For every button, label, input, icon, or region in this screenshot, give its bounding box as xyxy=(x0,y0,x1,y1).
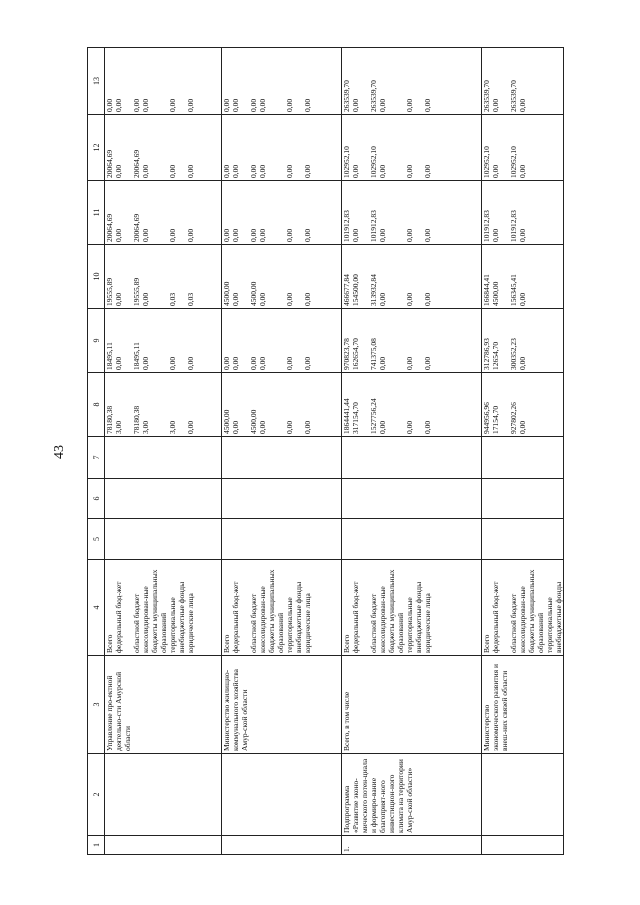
amount-value: 78180,38 xyxy=(105,405,114,434)
amount-value: 0,00 xyxy=(303,164,312,178)
funding-source-cell xyxy=(342,560,482,656)
amount-value: 18495,11 xyxy=(105,342,114,370)
budget-table xyxy=(87,47,564,855)
amount-value: 0,00 xyxy=(423,420,432,434)
amount-value: 0,00 xyxy=(303,356,312,370)
program-name-cell xyxy=(105,754,222,836)
funding-source-label: юридические лица xyxy=(423,593,432,653)
executor-cell: Министерство жилищно-коммунального хозяйства Амур-ской области xyxy=(222,656,342,754)
amount-value: 0,00 xyxy=(105,98,114,112)
amount-value: 0,00 xyxy=(378,228,387,242)
amount-value: 0,00 xyxy=(285,292,294,306)
header-cell: 9 xyxy=(88,309,105,373)
executor-cell: Управление про-ектной деятельно-сти Амурской области xyxy=(105,656,222,754)
amount-value: 0,00 xyxy=(378,292,387,306)
amount-cell xyxy=(105,373,222,437)
funding-source-label: Всего xyxy=(105,634,114,653)
header-cell: 3 xyxy=(88,656,105,754)
amount-value: 0,00 xyxy=(405,228,414,242)
page-number: 43 xyxy=(52,445,67,459)
amount-cell xyxy=(222,115,342,181)
amount-value: 0,00 xyxy=(351,164,360,178)
amount-value: 0,00 xyxy=(518,164,527,178)
funding-source-label: федеральный бюд-жет xyxy=(114,581,123,653)
amount-value: 0,00 xyxy=(258,228,267,242)
amount-value: 0,00 xyxy=(351,228,360,242)
table-row xyxy=(482,48,564,855)
funding-source-label: Всего xyxy=(482,634,491,653)
funding-source-label: юридические лица xyxy=(303,593,312,653)
funding-source-label: областной бюджет xyxy=(132,593,141,653)
amount-cell xyxy=(342,309,482,373)
amount-cell xyxy=(482,373,564,437)
amount-value: 12654,70 xyxy=(491,341,500,370)
table-row xyxy=(342,48,482,855)
amount-value: 1527756,24 xyxy=(369,398,378,434)
row-number-cell xyxy=(105,836,222,855)
amount-value: 0,00 xyxy=(303,292,312,306)
amount-value xyxy=(545,247,563,306)
amount-cell xyxy=(222,48,342,115)
amount-value: 0,00 xyxy=(141,356,150,370)
funding-source-cell xyxy=(105,560,222,656)
amount-cell xyxy=(342,48,482,115)
amount-value: 312786,93 xyxy=(482,338,491,370)
amount-value: 0,00 xyxy=(258,356,267,370)
amount-value: 20064,69 xyxy=(132,149,141,178)
amount-value: 0,00 xyxy=(186,98,195,112)
amount-value: 0,00 xyxy=(285,164,294,178)
funding-source-cell xyxy=(222,560,342,656)
amount-value: 0,00 xyxy=(141,98,150,112)
amount-value: 0,00 xyxy=(258,164,267,178)
amount-cell xyxy=(105,245,222,309)
funding-source-label: юридические лица xyxy=(186,593,195,653)
amount-cell xyxy=(342,245,482,309)
amount-value: 20064,69 xyxy=(132,213,141,242)
funding-source-label: консолидирован-ные бюджеты муниципальных образований xyxy=(378,569,405,653)
amount-value: 0,00 xyxy=(518,420,527,434)
amount-value: 0,00 xyxy=(258,98,267,112)
amount-value: 0,00 xyxy=(231,228,240,242)
empty-cell-5 xyxy=(222,519,342,560)
funding-source-label: территориальные внебюджетные фонды xyxy=(168,581,186,653)
funding-source-label: областной бюджет xyxy=(509,593,518,653)
amount-cell xyxy=(105,48,222,115)
amount-value: 0,00 xyxy=(114,292,123,306)
amount-cell xyxy=(222,309,342,373)
amount-value: 0,00 xyxy=(405,98,414,112)
amount-value: 0,00 xyxy=(222,98,231,112)
amount-value: 0,00 xyxy=(378,98,387,112)
amount-value: 263539,70 xyxy=(342,80,351,112)
amount-value: 0,00 xyxy=(405,420,414,434)
amount-value: 0,00 xyxy=(303,420,312,434)
funding-source-label: Всего xyxy=(222,634,231,653)
amount-value: 0,00 xyxy=(222,228,231,242)
row-number-cell xyxy=(482,836,564,855)
empty-cell-7 xyxy=(342,437,482,479)
amount-value: 0,00 xyxy=(141,292,150,306)
amount-value: 0,03 xyxy=(168,292,177,306)
amount-cell xyxy=(342,181,482,245)
funding-source-label: консолидирован-ные бюджеты муниципальных образований xyxy=(141,569,168,653)
amount-value: 0,00 xyxy=(114,98,123,112)
amount-value: 0,00 xyxy=(231,164,240,178)
amount-value: 0,00 xyxy=(423,356,432,370)
amount-value: 4500,00 xyxy=(491,281,500,306)
amount-value: 317154,70 xyxy=(351,402,360,434)
amount-value: 263539,70 xyxy=(509,80,518,112)
amount-value: 166844,41 xyxy=(482,274,491,306)
amount-value: 78180,38 xyxy=(132,405,141,434)
amount-value: 101912,83 xyxy=(509,210,518,242)
amount-value: 0,03 xyxy=(186,292,195,306)
amount-value: 0,00 xyxy=(231,292,240,306)
amount-value: 0,00 xyxy=(423,228,432,242)
amount-value: 0,00 xyxy=(231,420,240,434)
amount-value: 0,00 xyxy=(114,164,123,178)
program-name-cell: Подпрограмма «Развитие эконо-мического потен-циала и формиро-вание благоприят-ного инвестицион-ного климата на территории Амур-ской области» xyxy=(342,754,482,836)
program-name-cell xyxy=(222,754,342,836)
amount-value: 4500,00 xyxy=(249,409,258,434)
amount-value: 927802,26 xyxy=(509,402,518,434)
amount-value: 0,00 xyxy=(186,420,195,434)
amount-value: 466677,84 xyxy=(342,274,351,306)
amount-value: 0,00 xyxy=(285,98,294,112)
amount-value: 0,00 xyxy=(258,292,267,306)
amount-value: 0,00 xyxy=(114,356,123,370)
amount-value: 0,00 xyxy=(231,356,240,370)
amount-value: 0,00 xyxy=(423,98,432,112)
funding-source-label: территориальные внебюджетные фонды xyxy=(545,581,563,653)
amount-value: 0,00 xyxy=(186,228,195,242)
amount-value: 0,00 xyxy=(249,228,258,242)
amount-value: 0,00 xyxy=(186,164,195,178)
header-cell: 1 xyxy=(88,836,105,855)
amount-value: 0,00 xyxy=(186,356,195,370)
amount-value: 0,00 xyxy=(518,292,527,306)
amount-value: 102952,10 xyxy=(369,146,378,178)
amount-value: 0,00 xyxy=(285,228,294,242)
amount-value: 0,00 xyxy=(249,98,258,112)
header-cell: 5 xyxy=(88,519,105,560)
amount-cell xyxy=(482,181,564,245)
amount-value: 102952,10 xyxy=(482,146,491,178)
amount-value: 4500,00 xyxy=(222,281,231,306)
amount-value: 741375,08 xyxy=(369,338,378,370)
amount-value xyxy=(545,117,563,178)
amount-value: 0,00 xyxy=(258,420,267,434)
amount-value: 970823,78 xyxy=(342,338,351,370)
empty-cell-6 xyxy=(482,479,564,519)
amount-value: 3,00 xyxy=(114,420,123,434)
table-row xyxy=(105,48,222,855)
executor-cell: Министерство экономического развития и внеш-них связей области xyxy=(482,656,564,754)
program-name-cell xyxy=(482,754,564,836)
amount-value: 102952,10 xyxy=(509,146,518,178)
amount-cell xyxy=(482,48,564,115)
empty-cell-5 xyxy=(482,519,564,560)
funding-source-label: консолидирован-ные бюджеты муниципальных образований xyxy=(518,569,545,653)
amount-value: 0,00 xyxy=(518,228,527,242)
amount-cell xyxy=(105,181,222,245)
amount-value: 944956,96 xyxy=(482,402,491,434)
amount-value: 0,00 xyxy=(303,228,312,242)
funding-source-label: Всего xyxy=(342,634,351,653)
header-cell: 12 xyxy=(88,115,105,181)
amount-value: 20064,69 xyxy=(105,213,114,242)
amount-value: 0,00 xyxy=(249,164,258,178)
amount-value: 154500,00 xyxy=(351,274,360,306)
row-number-cell: 1. xyxy=(342,836,482,855)
amount-value: 0,00 xyxy=(168,98,177,112)
amount-value: 0,00 xyxy=(114,228,123,242)
amount-cell xyxy=(222,181,342,245)
amount-value: 102952,10 xyxy=(342,146,351,178)
amount-value: 0,00 xyxy=(168,164,177,178)
funding-source-label: областной бюджет xyxy=(369,593,378,653)
amount-cell xyxy=(482,115,564,181)
amount-value: 20064,69 xyxy=(105,149,114,178)
empty-cell-7 xyxy=(222,437,342,479)
amount-value: 0,00 xyxy=(405,356,414,370)
funding-source-label: федеральный бюд-жет xyxy=(351,581,360,653)
amount-value: 0,00 xyxy=(141,164,150,178)
amount-cell xyxy=(105,115,222,181)
amount-value: 156345,41 xyxy=(509,274,518,306)
header-cell: 7 xyxy=(88,437,105,479)
amount-value: 4500,00 xyxy=(222,409,231,434)
amount-value: 0,00 xyxy=(518,98,527,112)
amount-value: 0,00 xyxy=(285,420,294,434)
header-cell: 4 xyxy=(88,560,105,656)
amount-value: 101912,83 xyxy=(369,210,378,242)
funding-source-label: консолидирован-ные бюджеты муниципальных образований xyxy=(258,569,285,653)
header-cell: 2 xyxy=(88,754,105,836)
funding-source-label: федеральный бюд-жет xyxy=(491,581,500,653)
amount-value: 0,00 xyxy=(378,164,387,178)
empty-cell-6 xyxy=(105,479,222,519)
document-area xyxy=(87,48,563,855)
amount-value xyxy=(545,50,563,112)
amount-value: 0,00 xyxy=(378,420,387,434)
amount-value: 3,00 xyxy=(141,420,150,434)
amount-value: 313932,84 xyxy=(369,274,378,306)
amount-value: 0,00 xyxy=(423,292,432,306)
amount-cell xyxy=(482,309,564,373)
funding-source-label: областной бюджет xyxy=(249,593,258,653)
empty-cell-7 xyxy=(105,437,222,479)
amount-value: 19555,89 xyxy=(132,277,141,306)
row-number-cell xyxy=(222,836,342,855)
amount-value: 1864441,44 xyxy=(342,398,351,434)
amount-value: 300352,23 xyxy=(509,338,518,370)
amount-value: 19555,89 xyxy=(105,277,114,306)
amount-value: 263539,70 xyxy=(482,80,491,112)
header-cell: 8 xyxy=(88,373,105,437)
rotated-table-container xyxy=(87,48,563,855)
amount-value: 0,00 xyxy=(132,98,141,112)
amount-cell xyxy=(342,115,482,181)
amount-value xyxy=(545,375,563,434)
amount-cell xyxy=(105,309,222,373)
funding-source-label: территориальные внебюджетные фонды xyxy=(285,581,303,653)
header-cell: 13 xyxy=(88,48,105,115)
amount-value: 3,00 xyxy=(168,420,177,434)
amount-value: 101912,83 xyxy=(482,210,491,242)
amount-value: 18495,11 xyxy=(132,342,141,370)
amount-value: 101912,83 xyxy=(342,210,351,242)
header-cell: 6 xyxy=(88,479,105,519)
header-row xyxy=(88,48,105,855)
amount-value: 0,00 xyxy=(351,98,360,112)
amount-value: 0,00 xyxy=(222,164,231,178)
executor-cell: Всего, в том числе xyxy=(342,656,482,754)
amount-value: 0,00 xyxy=(168,356,177,370)
amount-value: 0,00 xyxy=(518,356,527,370)
amount-value: 0,00 xyxy=(222,356,231,370)
empty-cell-5 xyxy=(105,519,222,560)
amount-value xyxy=(545,311,563,370)
amount-value: 0,00 xyxy=(168,228,177,242)
amount-value: 0,00 xyxy=(491,98,500,112)
amount-value: 0,00 xyxy=(423,164,432,178)
amount-cell xyxy=(222,245,342,309)
amount-value: 0,00 xyxy=(249,356,258,370)
amount-value: 17154,70 xyxy=(491,405,500,434)
amount-cell xyxy=(222,373,342,437)
funding-source-label: федеральный бюд-жет xyxy=(231,581,240,653)
amount-value: 0,00 xyxy=(303,98,312,112)
empty-cell-5 xyxy=(342,519,482,560)
amount-value: 0,00 xyxy=(405,164,414,178)
header-cell: 10 xyxy=(88,245,105,309)
table-row xyxy=(222,48,342,855)
amount-value: 0,00 xyxy=(491,228,500,242)
funding-source-cell xyxy=(482,560,564,656)
empty-cell-7 xyxy=(482,437,564,479)
amount-value: 0,00 xyxy=(231,98,240,112)
amount-value: 4500,00 xyxy=(249,281,258,306)
header-cell: 11 xyxy=(88,181,105,245)
amount-value xyxy=(545,183,563,242)
funding-source-label: территориальные внебюджетные фонды xyxy=(405,581,423,653)
empty-cell-6 xyxy=(342,479,482,519)
amount-value: 0,00 xyxy=(405,292,414,306)
amount-cell xyxy=(482,245,564,309)
amount-value: 263539,70 xyxy=(369,80,378,112)
amount-value: 0,00 xyxy=(378,356,387,370)
amount-value: 0,00 xyxy=(491,164,500,178)
amount-value: 0,00 xyxy=(285,356,294,370)
amount-value: 0,00 xyxy=(141,228,150,242)
amount-value: 162654,70 xyxy=(351,338,360,370)
empty-cell-6 xyxy=(222,479,342,519)
amount-cell xyxy=(342,373,482,437)
